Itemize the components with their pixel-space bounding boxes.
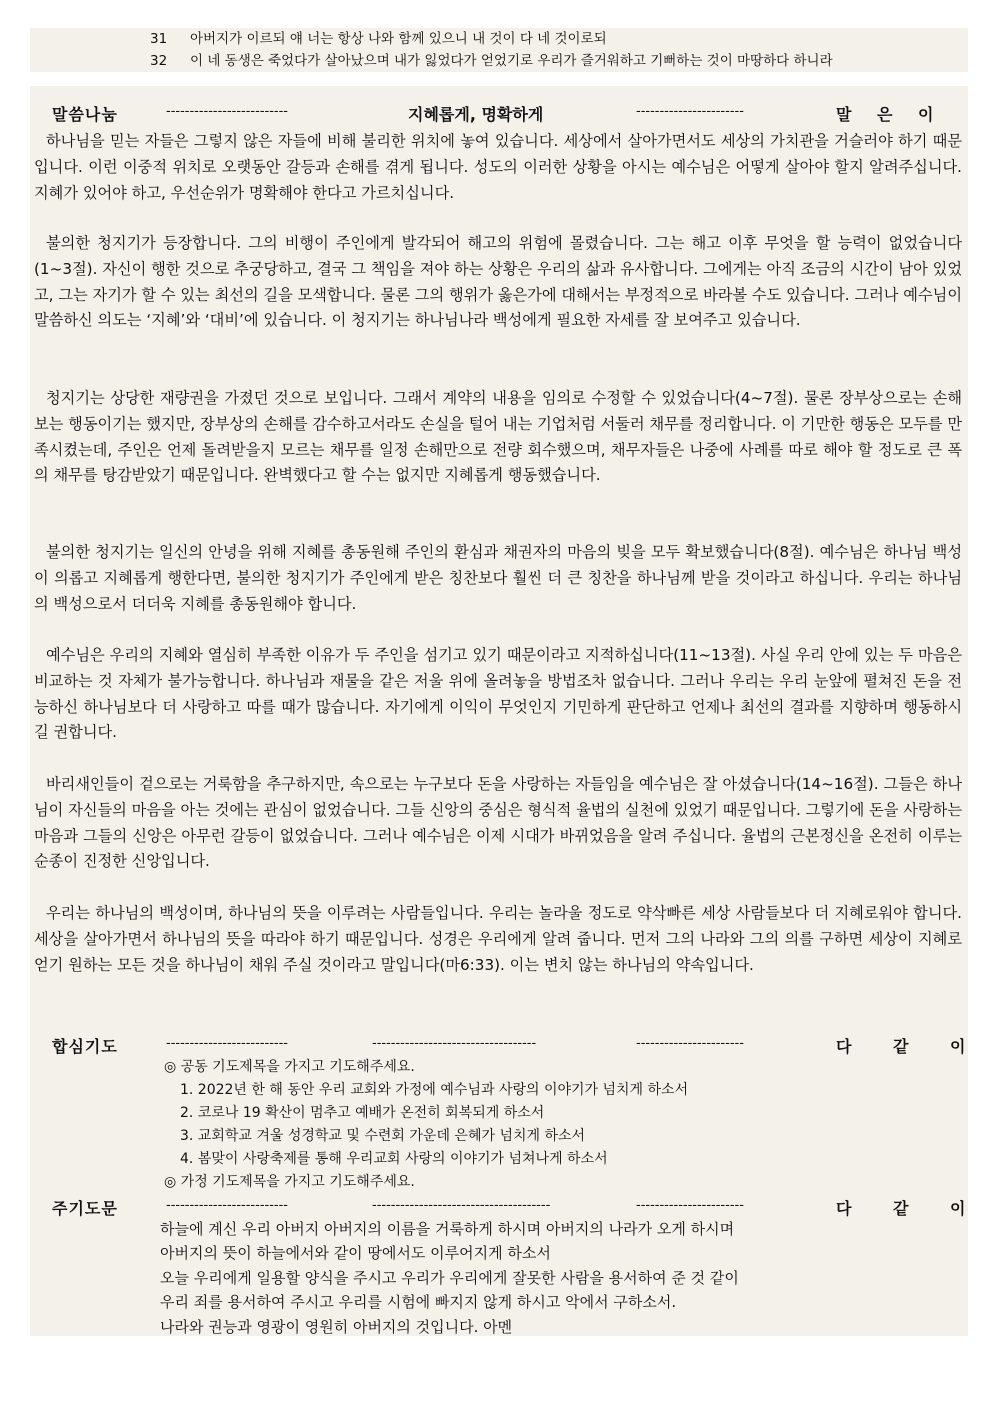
speaker-label: 말 은 이: [836, 105, 944, 124]
prayer-item: 1. 2022년 한 해 동안 우리 교회와 가정에 예수님과 사랑의 이야기가 넘치게 하소서: [180, 1082, 689, 1098]
prayer-title: ◎ 가정 기도제목을 가지고 기도해주세요.: [164, 1174, 415, 1190]
scripture-verses: [30, 28, 968, 72]
sermon-header: [30, 102, 968, 132]
sermon-paragraph: 하나님을 믿는 자들은 그렇지 않은 자들에 비해 불리한 위치에 놓여 있습니다. 세상에서 살아가면서도 세상의 가치관을 거슬러야 하기 때문입니다. 이런 이중적 위치로 오랫동안 갈등과 손해를 겪게 됩니다. 성도의 이러한 상황을 아시는 예수님은 어떻게 살아야 할지 알려주십니다. 지혜가 있어야 하고, 우선순위가 명확해야 한다고 가르치십니다.: [34, 132, 962, 202]
divider: -----------------------: [636, 1036, 744, 1051]
prayer-item: 2. 코로나 19 확산이 멈추고 예배가 온전히 회복되게 하소서: [180, 1105, 545, 1121]
sermon-title: 지혜롭게, 명확하게: [408, 105, 544, 124]
divider: --------------------------: [166, 1036, 288, 1051]
sermon-panel: [30, 86, 984, 1336]
prayer-item: 4. 봄맞이 사랑축제를 통해 우리교회 사랑의 이야기가 넘쳐나게 하소서: [180, 1151, 608, 1167]
leader-label: 다 같 이: [836, 1037, 984, 1056]
divider: -----------------------------------: [372, 1036, 537, 1051]
sermon-paragraph: 예수님은 우리의 지혜와 열심히 부족한 이유가 두 주인을 섬기고 있기 때문이라고 지적하십니다(11~13절). 사실 우리 안에 있는 두 마음은 비교하는 것 자체가 불가능합니다. 하나님과 재물을 같은 저울 위에 올려놓을 방법조차 없습니다. 그러나 우리는 우리 눈앞에 펼쳐진 돈을 전능하신 하나님보다 더 사랑하고 따를 때가 많습니다. 자기에게 이익이 무엇인지 기민하게 판단하고 언제나 최선의 결과를 지향하며 행동하시길 권합니다.: [34, 646, 962, 742]
lords-prayer-line: 아버지의 뜻이 하늘에서와 같이 땅에서도 이루어지게 하소서: [160, 1244, 551, 1262]
verse-number: 32: [150, 53, 168, 69]
verse-line: [150, 28, 607, 50]
verse-text: 이 네 동생은 죽었다가 살아났으며 내가 잃었다가 얻었기로 우리가 즐거워하고 기뻐하는 것이 마땅하다 하니라: [190, 53, 833, 69]
sermon-paragraph: 우리는 하나님의 백성이며, 하나님의 뜻을 이루려는 사람들입니다. 우리는 놀라울 정도로 약삭빠른 세상 사람들보다 더 지혜로워야 합니다. 세상을 살아가면서 하나님의 뜻을 따라야 하기 때문입니다. 성경은 우리에게 알려 줍니다. 먼저 그의 나라와 그의 의를 구하면 세상이 지혜로 얻기 원하는 모든 것을 하나님이 채워 주실 것이라고 말입니다(마6:33). 이는 변치 않는 하나님의 약속입니다.: [34, 904, 962, 974]
divider: --------------------------: [166, 1198, 288, 1213]
divider: --------------------------------------: [372, 1198, 551, 1213]
section-label: 합심기도: [52, 1037, 118, 1056]
verse-number: 31: [150, 31, 168, 47]
divider: -----------------------: [636, 1198, 744, 1213]
divider: -----------------------: [636, 104, 744, 119]
leader-label: 다 같 이: [836, 1199, 984, 1218]
lords-prayer-line: 하늘에 계신 우리 아버지 아버지의 이름을 거룩하게 하시며 아버지의 나라가 오게 하시며: [160, 1220, 735, 1238]
section-label: 주기도문: [52, 1199, 118, 1218]
verse-text: 아버지가 이르되 얘 너는 항상 나와 함께 있으니 내 것이 다 네 것이로되: [190, 31, 607, 47]
prayer-title: ◎ 공동 기도제목을 가지고 기도해주세요.: [164, 1059, 415, 1075]
verse-line: [150, 50, 833, 72]
lords-prayer-line: 오늘 우리에게 일용할 양식을 주시고 우리가 우리에게 잘못한 사람을 용서하여 준 것 같이: [160, 1269, 739, 1287]
sermon-paragraph: 바리새인들이 겉으로는 거룩함을 추구하지만, 속으로는 누구보다 돈을 사랑하는 자들임을 예수님은 잘 아셨습니다(14~16절). 그들은 하나님이 자신들의 마음을 아는 것에는 관심이 없었습니다. 그들 신앙의 중심은 형식적 율법의 실천에 있었기 때문입니다. 그렇기에 돈을 사랑하는 마음과 그들의 신앙은 아무런 갈등이 없었습니다. 그러나 예수님은 이제 시대가 바뀌었음을 알려 주십니다. 율법의 근본정신을 온전히 이루는 순종이 진정한 신앙입니다.: [34, 775, 962, 871]
lords-prayer-line: 우리 죄를 용서하여 주시고 우리를 시험에 빠지지 않게 하시고 악에서 구하소서.: [160, 1293, 677, 1311]
sermon-paragraph: 청지기는 상당한 재량권을 가졌던 것으로 보입니다. 그래서 계약의 내용을 임의로 수정할 수 있었습니다(4~7절). 물론 장부상으로는 손해 보는 행동이기는 했지만, 장부상의 손해를 감수하고서라도 손실을 털어 내는 기업처럼 서둘러 채무를 정리합니다. 이 기만한 행동은 모두를 만족시켰는데, 주인은 언제 돌려받을지 모르는 채무를 일정 손해만으로 전량 회수했으며, 채무자들은 나중에 사례를 따로 해야 할 정도로 큰 폭의 채무를 탕감받았기 때문입니다. 완벽했다고 할 수는 없지만 지혜롭게 행동했습니다.: [34, 389, 962, 485]
lords-prayer-line: 나라와 권능과 영광이 영원히 아버지의 것입니다. 아멘: [160, 1318, 513, 1336]
divider: --------------------------: [166, 104, 288, 119]
prayer-item: 3. 교회학교 겨울 성경학교 및 수련회 가운데 은혜가 넘치게 하소서: [180, 1128, 586, 1144]
section-label: 말씀나눔: [52, 105, 118, 124]
sermon-paragraph: 불의한 청지기는 일신의 안녕을 위해 지혜를 총동원해 주인의 환심과 채권자의 마음의 빚을 모두 확보했습니다(8절). 예수님은 하나님 백성이 의롭고 지혜롭게 행한다면, 불의한 청지기가 주인에게 받은 칭찬보다 훨씬 더 큰 칭찬을 하나님께 받을 것이라고 하십니다. 우리는 하나님의 백성으로서 더더욱 지혜를 총동원해야 합니다.: [34, 543, 962, 613]
sermon-paragraph: 불의한 청지기가 등장합니다. 그의 비행이 주인에게 발각되어 해고의 위험에 몰렸습니다. 그는 해고 이후 무엇을 할 능력이 없었습니다(1~3절). 자신이 행한 것으로 추궁당하고, 결국 그 책임을 져야 하는 상황은 우리의 삶과 유사합니다. 그에게는 아직 조금의 시간이 남아 있었고, 그는 자기가 할 수 있는 최선의 길을 모색합니다. 물론 그의 행위가 옳은가에 대해서는 부정적으로 바라볼 수도 있습니다. 그러나 예수님이 말씀하신 의도는 ‘지혜’와 ‘대비’에 있습니다. 이 청지기는 하나님나라 백성에게 필요한 자세를 잘 보여주고 있습니다.: [34, 234, 962, 330]
